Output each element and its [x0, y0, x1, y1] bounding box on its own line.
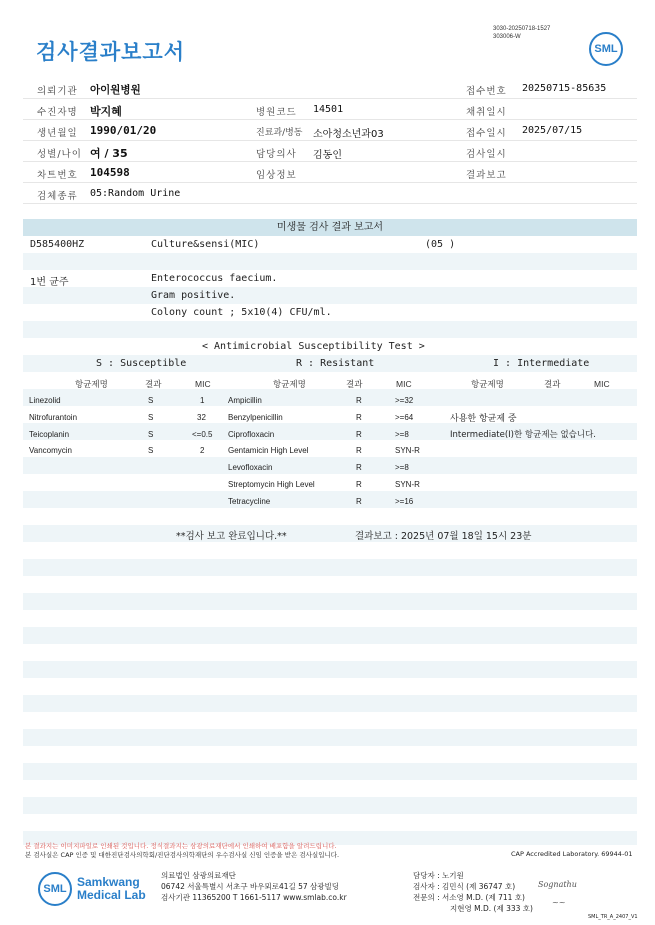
value-department: 소아청소년과03	[313, 129, 384, 140]
drug-name: Teicoplanin	[29, 430, 70, 439]
row-band	[23, 253, 637, 270]
sml-logo-icon: SML	[589, 32, 623, 66]
col-header-mic: MIC	[594, 379, 610, 389]
label-sex-age: 성별/나이	[37, 149, 82, 160]
colony-count: Colony count ; 5x10(4) CFU/ml.	[151, 307, 332, 318]
staff-specialist-1: 전문의 : 서소영 M.D. (제 711 호)	[413, 893, 525, 902]
drug-mic: >=64	[395, 413, 414, 422]
drug-result: R	[356, 413, 362, 422]
row-band	[23, 457, 637, 474]
label-department: 진료과/병동	[256, 128, 303, 138]
row-band	[23, 627, 637, 644]
label-hospital-code: 병원코드	[256, 107, 297, 118]
row-band	[23, 695, 637, 712]
staff-info	[413, 870, 533, 914]
patient-info-table	[23, 78, 637, 204]
org-address: 06742 서울특별시 서초구 바우뫼로41길 57 삼광빌딩	[161, 882, 340, 891]
drug-name: Nitrofurantoin	[29, 413, 78, 422]
drug-result: S	[148, 413, 154, 422]
label-chart-number: 차트번호	[37, 170, 78, 181]
drug-mic: >=8	[395, 463, 409, 472]
certification-note: 본 검사실은 CAP 인증 및 대한진단검사의학회/진단검사의학재단의 우수검사실 신임 인증을 받은 검사실입니다.	[25, 851, 340, 859]
test-name: Culture&sensi(MIC)	[151, 239, 260, 250]
page-title: 검사결과보고서	[36, 40, 186, 64]
drug-result: S	[148, 430, 154, 439]
row-band	[23, 593, 637, 610]
row-band	[23, 559, 637, 576]
info-row	[23, 162, 637, 183]
value-receipt-date: 2025/07/15	[522, 125, 583, 136]
gram-stain: Gram positive.	[151, 290, 236, 301]
value-patient-name: 박지혜	[90, 105, 122, 118]
sml-logo-icon: SML	[38, 872, 72, 906]
intermediate-note-2: Intermediate(I)한 항균제는 없습니다.	[450, 430, 596, 440]
drug-result: S	[148, 446, 154, 455]
drug-mic: 32	[197, 413, 206, 422]
info-row	[23, 78, 637, 99]
legend-resistant: R : Resistant	[296, 358, 375, 369]
signature-2: ~~	[552, 898, 566, 907]
organization-info	[161, 870, 347, 903]
value-attending-physician: 김동인	[313, 150, 342, 161]
drug-mic: <=0.5	[192, 430, 213, 439]
col-header-result: 결과	[346, 380, 363, 390]
info-row	[23, 99, 637, 120]
drug-name: Streptomycin High Level	[228, 480, 315, 489]
org-name: 의료법인 삼광의료재단	[161, 871, 236, 880]
col-header-mic: MIC	[396, 379, 412, 389]
staff-in-charge: 담당자 : 노기원	[413, 871, 464, 880]
col-header-drug: 항균제명	[75, 380, 108, 390]
drug-result: S	[148, 396, 154, 405]
logo-line-2: Medical Lab	[77, 888, 146, 902]
label-clinical-info: 임상정보	[256, 170, 297, 181]
row-band	[23, 491, 637, 508]
label-receipt-number: 접수번호	[466, 86, 507, 97]
row-band	[23, 763, 637, 780]
value-sex-age: 여 / 35	[90, 147, 128, 160]
col-header-result: 결과	[145, 380, 162, 390]
label-receipt-date: 접수일시	[466, 128, 507, 139]
value-specimen-type: 05:Random Urine	[90, 188, 181, 199]
signature-1: Sognathu	[538, 880, 577, 889]
value-birth-date: 1990/01/20	[90, 124, 157, 137]
col-header-result: 결과	[544, 380, 561, 390]
cap-accreditation: CAP Accredited Laboratory. 69944-01	[511, 850, 633, 858]
label-collection-date: 채취일시	[466, 107, 507, 118]
logo-text	[77, 876, 146, 902]
drug-name: Linezolid	[29, 396, 61, 405]
org-contact: 검사기관 11365200 T 1661-5117 www.smlab.co.kr	[161, 893, 347, 902]
document-code-line-2: 303006-W	[493, 34, 521, 40]
row-band	[23, 287, 637, 304]
logo-line-1: Samkwang	[77, 875, 140, 889]
drug-mic: 1	[200, 396, 205, 405]
intermediate-note-1: 사용한 항균제 중	[450, 414, 517, 424]
row-band	[23, 525, 637, 542]
drug-name: Benzylpenicillin	[228, 413, 283, 422]
info-row	[23, 120, 637, 141]
label-attending-physician: 담당의사	[256, 149, 297, 160]
staff-tester: 검사자 : 김민식 (제 36747 호)	[413, 882, 516, 891]
drug-result: R	[356, 430, 362, 439]
drug-mic: >=16	[395, 497, 414, 506]
row-band	[23, 729, 637, 746]
label-patient-name: 수진자명	[37, 107, 78, 118]
document-code-line-1: 3030-20250718-1527	[493, 26, 551, 32]
col-header-drug: 항균제명	[471, 380, 504, 390]
test-code: D585400HZ	[30, 239, 85, 250]
label-requesting-institution: 의뢰기관	[37, 86, 78, 97]
legend-intermediate: I : Intermediate	[493, 358, 590, 369]
drug-mic: 2	[200, 446, 205, 455]
label-result-report: 결과보고	[466, 170, 507, 181]
section-title: 미생물 검사 결과 보고서	[23, 219, 637, 236]
drug-name: Ampicillin	[228, 396, 262, 405]
drug-mic: SYN-R	[395, 480, 420, 489]
drug-name: Tetracycline	[228, 497, 271, 506]
document-code	[493, 25, 550, 41]
staff-specialist-2: 지현영 M.D. (제 333 호)	[450, 904, 533, 913]
print-notice: 본 결과지는 이미지파일로 인쇄된 것입니다. 정식결과지는 삼광의료재단에서 인쇄하여 배포함을 알려드립니다.	[25, 842, 337, 850]
samkwang-logo	[38, 872, 146, 906]
drug-result: R	[356, 480, 362, 489]
report-time: 결과보고 : 2025년 07월 18일 15시 23분	[355, 531, 532, 542]
label-test-date: 검사일시	[466, 149, 507, 160]
drug-result: R	[356, 446, 362, 455]
drug-mic: >=8	[395, 430, 409, 439]
info-row	[23, 141, 637, 162]
form-code: SML_TR_A_2407_V1	[588, 914, 638, 920]
isolate-label: 1번 균주	[30, 277, 69, 288]
value-requesting-institution: 아이원병원	[90, 84, 141, 96]
drug-mic: SYN-R	[395, 446, 420, 455]
drug-name: Levofloxacin	[228, 463, 273, 472]
legend-susceptible: S : Susceptible	[96, 358, 187, 369]
col-header-mic: MIC	[195, 379, 211, 389]
row-band	[23, 389, 637, 406]
test-number: (05 )	[425, 239, 456, 250]
drug-result: R	[356, 396, 362, 405]
value-receipt-number: 20250715-85635	[522, 83, 607, 94]
row-band	[23, 321, 637, 338]
organism-name: Enterococcus faecium.	[151, 273, 278, 284]
drug-name: Vancomycin	[29, 446, 72, 455]
drug-name: Ciprofloxacin	[228, 430, 275, 439]
drug-result: R	[356, 463, 362, 472]
label-birth-date: 생년월일	[37, 128, 78, 139]
ast-title: < Antimicrobial Susceptibility Test >	[202, 341, 425, 352]
label-specimen-type: 검체종류	[37, 191, 78, 202]
value-hospital-code: 14501	[313, 104, 344, 115]
value-chart-number: 104598	[90, 166, 130, 179]
row-band	[23, 797, 637, 814]
drug-mic: >=32	[395, 396, 414, 405]
row-band	[23, 661, 637, 678]
drug-name: Gentamicin High Level	[228, 446, 309, 455]
report-complete-text: **검사 보고 완료입니다.**	[176, 531, 287, 542]
info-row	[23, 183, 637, 204]
col-header-drug: 항균제명	[273, 380, 306, 390]
drug-result: R	[356, 497, 362, 506]
